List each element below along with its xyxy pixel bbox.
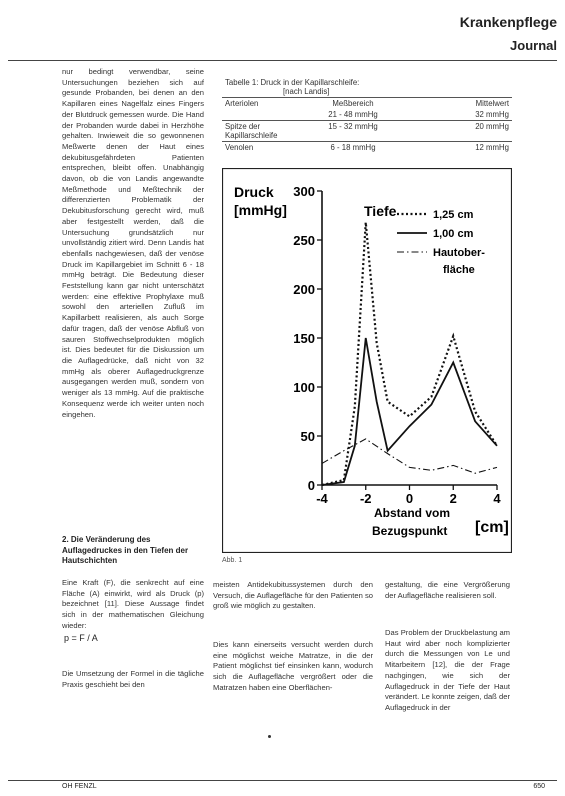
x-axis-label-line1: Abstand vom <box>374 506 451 520</box>
table-cell: 20 mmHg <box>475 122 509 131</box>
table-cell: 12 mmHg <box>475 143 509 152</box>
legend-label: 1,25 cm <box>433 209 474 221</box>
y-axis-label-line2: [mmHg] <box>234 202 287 218</box>
header-rule <box>8 60 557 61</box>
series-line <box>322 338 497 485</box>
footer-rule <box>8 780 557 781</box>
table-header-cell: Arteriolen <box>225 99 259 108</box>
table-cell: Venolen <box>225 143 254 152</box>
x-tick-label: -2 <box>359 491 372 506</box>
table-row <box>222 121 512 142</box>
pressure-formula: p = F / A <box>64 633 98 643</box>
x-axis-unit: [cm] <box>475 519 509 536</box>
y-tick-label: 50 <box>300 429 315 444</box>
journal-title: Krankenpflege <box>459 14 557 30</box>
pressure-table <box>222 77 512 153</box>
page-number: 650 <box>533 783 545 790</box>
legend-label: fläche <box>443 264 475 276</box>
journal-subtitle: Journal <box>510 38 557 53</box>
table-title: Tabelle 1: Druck in der Kapillarschleife: <box>225 78 360 87</box>
y-tick-label: 0 <box>307 478 315 493</box>
mid-para-1: meisten Antidekubitussystemen durch den Versuch, die Auflagefläche für den Patienten so groß wie möglich zu gestalten. <box>213 580 373 611</box>
legend-label: 1,00 cm <box>433 228 474 240</box>
left-para-1: nur bedingt verwendbar, seine Untersuchungen beziehen sich auf gesunde Probanden, bei denen an den Kapillaren eines Nagelfalz eines Fingers der Blutdruck gemessen wurde. Die Hand der Probanden wurde dabei in Herzhöhe gehalten. Inwieweit die so gewonnenen Meßwerte denen der Haut eines dekubitusgefährdeten Patienten entsprechen, bleibt offen. Unabhängig davon, ob die von Landis angewandte Meßmethode und Meßtechnik der differenzierten Problematik der Dekubitusforschung gerecht wird, muß aber festgestellt werden, daß die Untersuchung grundsätzlich nur unvollständig zitiert wird. Denn Landis hat ebenfalls nachgewiesen, daß der venöse Druck im Kapillargebiet im Schnitt 6 - 18 mmHg beträgt. Die Bedeutung dieser Feststellung kann gar nicht unterschätzt werden: eine effektive Prophylaxe muß sowohl den arteriellen Zufluß im Kapillarbett realisieren, als auch Sorge dafür tragen, daß der venöse Abfluß von sauren Stoffwechselprodukten möglich ist. Dies bedeutet für die Diskussion um die Auflagedrücke, daß nicht von 32 mmHg als oberer Auflagedruckgrenze ausgegangen werden muß, sondern von weniger als 13 mmHg. Auf die praktische Konsequenz werde ich weiter unten noch eingehen. <box>62 67 204 419</box>
pressure-line-chart <box>222 168 512 553</box>
section-heading: 2. Die Veränderung des Auflagedruckes in den Tiefen der Hautschichten <box>62 535 189 565</box>
left-para-2: Eine Kraft (F), die senkrecht auf eine Fläche (A) einwirkt, wird als Druck (p) bezeichnet [11]. Diese Aussage findet sich in der mathematischen Gleichung wieder: <box>62 578 204 630</box>
depth-label: Tiefe <box>364 203 397 219</box>
table-row <box>222 109 512 121</box>
right-para-1: gestaltung, die eine Vergrößerung der Auflagefläche realisieren soll. <box>385 580 510 600</box>
y-axis-label-line1: Druck <box>234 184 274 200</box>
table-subtitle: [nach Landis] <box>283 87 330 96</box>
center-dot <box>268 735 271 738</box>
y-tick-label: 200 <box>293 282 315 297</box>
left-para-3: Die Umsetzung der Formel in die tägliche Praxis geschieht bei den <box>62 669 204 689</box>
y-tick-label: 100 <box>293 380 315 395</box>
table-row <box>222 142 512 154</box>
table-header-cell: Meßbereich <box>332 99 374 108</box>
table-cell <box>222 109 290 121</box>
figure-caption: Abb. 1 <box>222 557 243 564</box>
right-para-2: Das Problem der Druckbelastung am Haut wird aber noch komplizierter durch die Messungen von Le und Mitarbeitern [12], die der Frage nachgingen, wie sich der Auflagedruck in der Tiefe der Haut verändert. Le konnte zeigen, daß der Auflagedruck in der <box>385 628 510 712</box>
footer-left: OH FENZL <box>62 783 97 790</box>
table-cell: 6 - 18 mmHg <box>330 143 376 152</box>
table-cell: 21 - 48 mmHg <box>328 110 378 119</box>
table-header-cell: Mittelwert <box>475 99 509 108</box>
x-tick-label: 0 <box>405 491 414 506</box>
x-tick-label: 4 <box>493 491 501 506</box>
y-tick-label: 150 <box>293 331 315 346</box>
series-line <box>322 222 497 485</box>
left-column-text <box>62 67 204 420</box>
table-cell: 15 - 32 mmHg <box>328 122 378 131</box>
x-tick-label: 2 <box>449 491 457 506</box>
table-cell: 32 mmHg <box>475 110 509 119</box>
y-tick-label: 300 <box>293 184 315 199</box>
y-tick-label: 250 <box>293 233 315 248</box>
x-tick-label: -4 <box>316 491 328 506</box>
table-cell: Spitze der Kapillarschleife <box>225 122 278 140</box>
legend-label: Hautober- <box>433 247 485 259</box>
x-axis-label-line2: Bezugspunkt <box>372 524 448 538</box>
mid-para-2: Dies kann einerseits versucht werden durch eine möglichst weiche Matratze, in die der Patient möglichst tief einsinken kann, wodurch sich die Auflagefläche vergrößert oder die Matratzen haben eine Oberflächen- <box>213 640 373 692</box>
